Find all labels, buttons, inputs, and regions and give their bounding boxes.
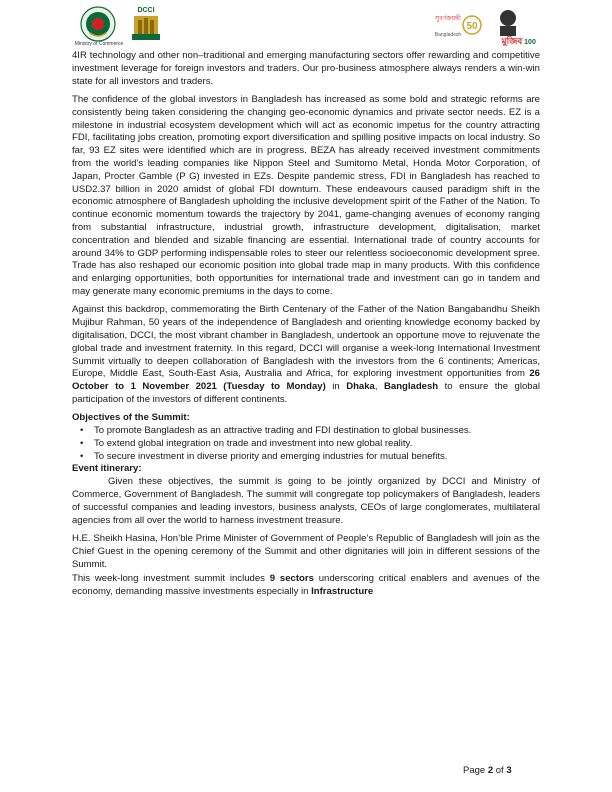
paragraph-chief-guest: H.E. Sheikh Hasina, Hon’ble Prime Minister of Government of People’s Republic of Bangladesh will join as the Chief Guest in the opening ceremony of the Summit and other dignitaries will join in different sessions of the Summit.	[72, 533, 540, 570]
page-of: of	[493, 765, 507, 776]
svg-text:Bangladesh: Bangladesh	[434, 32, 462, 38]
sectors-count: 9 sectors	[269, 573, 314, 585]
objective-item: • To extend global integration on trade and investment into new global reality.	[94, 438, 540, 451]
ministry-caption: Ministry of Commerce	[74, 41, 124, 47]
paragraph-confidence: The confidence of the global investors in Bangladesh has increased as some bold and strategic reforms are consistently being taken considering the changing geo-economic dynamics and private sector needs. EZ is a milestone in industrial ecosystem development which will act as economic impetus for the country attracting FDI, facilitating jobs creation, promoting export diversification and spilling positive impacts on local industry. So far, 93 EZ sites were identified which are in progress. BEZA has already received investment commitments from the world’s leading companies like Nippon Steel and Sumitomo Metal, Honda Motor Corporation, of Japan, Procter Gamble (P G) invested in EZs. Despite pandemic stress, FDI in Bangladesh has reached to USD2.37 billion in 2020 amidst of global FDI downturn. These endeavours caused paradigm shift in the economic atmosphere of Bangladesh upholding the inclusive development spirit of the Father of the Nation. To continue economic momentum towards the trajectory by 2041, game-changing avenues of economy ranging from substantial infrastructure, industrial growth, infrastructure development, digitalisation, market concentration and blended and sizable financing are essential. International trade of country accounts for around 34% to GDP performing indispensable roles to steer our relentless socioeconomic development spree. Trade has also reshaped our economic position into global trade map in many products. With this confidence and enlarging opportunities, both opportunities for international trade and investment can go in tandem and may generate many economic premiums in the days to come.	[72, 93, 540, 297]
svg-text:সুবর্ণজয়ন্তী: সুবর্ণজয়ন্তী	[435, 16, 461, 22]
mujib-100-logo	[486, 6, 538, 46]
header	[0, 0, 612, 52]
dcci-logo	[126, 4, 166, 44]
backdrop-end: to ensure the global participation of the investors of different continents.	[72, 381, 540, 405]
page-total: 3	[506, 765, 512, 776]
svg-text:DCCI: DCCI	[137, 7, 155, 14]
sectors-text-a: This week-long investment summit includes	[72, 573, 270, 585]
summit-dates: 26 October to 1 November 2021 (Tuesday to Monday)	[72, 368, 540, 393]
document-body	[72, 50, 540, 599]
backdrop-comma: ,	[374, 381, 384, 393]
page-word: Page	[463, 765, 488, 776]
sectors-text-b: underscoring critical enablers and avenues of the economy, demanding massive investments especially in	[72, 573, 540, 598]
paragraph-sectors	[72, 573, 540, 599]
page-number	[463, 765, 512, 776]
paragraph-intro: 4IR technology and other non–traditional and emerging manufacturing sectors offer rewarding and competitive investment leverage for foreign investors and traders. Our pro-business atmosphere always renders a win-win state for all investors and traders.	[72, 50, 540, 87]
svg-text:মুজিব: মুজিব	[501, 36, 523, 46]
objectives-list	[72, 425, 540, 463]
backdrop-in: in	[325, 381, 347, 393]
svg-text:100: 100	[524, 39, 536, 46]
summit-country: Bangladesh	[384, 381, 439, 393]
sectors-infrastructure: Infrastructure	[311, 586, 374, 598]
svg-text:50: 50	[466, 21, 478, 32]
backdrop-text: Against this backdrop, commemorating the Birth Centenary of the Father of the Nation Bangabandhu Sheikh Mujibur Rahman, 50 years of the independence of Bangladesh and orienting knowledge economy backed by digitalisation, DCCI, the most vibrant chamber in Bangladesh, undertook an opportune move to rejuvenate the global trade and investment fraternity. In this regard, DCCI will organise a week-long International Investment Summit virtually to deepen collaboration of Bangladesh with the investors from the 6 continents; Americas, Europe, Middle East, South-East Asia, Australia and Africa, for exploring investment opportunities from	[72, 304, 540, 380]
objectives-heading: Objectives of the Summit:	[72, 412, 190, 424]
objective-item: • To promote Bangladesh as an attractive trading and FDI destination to global businesses.	[94, 425, 540, 438]
page-current: 2	[487, 765, 494, 776]
paragraph-itinerary: Given these objectives, the summit is going to be jointly organized by DCCI and Ministry of Commerce, Government of Bangladesh. The summit will congregate top policymakers of Bangladesh, leaders of successful companies and leading investors, business analysts, CEOs of large conglomerates, multilateral agencies from all over the world to harness investment treasure.	[72, 476, 540, 526]
government-emblem-logo	[80, 6, 116, 42]
paragraph-backdrop	[72, 304, 540, 406]
summit-city: Dhaka	[346, 381, 375, 393]
itinerary-heading: Event itinerary:	[72, 463, 142, 475]
golden-jubilee-logo	[430, 8, 482, 42]
objective-item: • To secure investment in diverse priority and emerging industries for mutual benefits.	[94, 451, 540, 464]
